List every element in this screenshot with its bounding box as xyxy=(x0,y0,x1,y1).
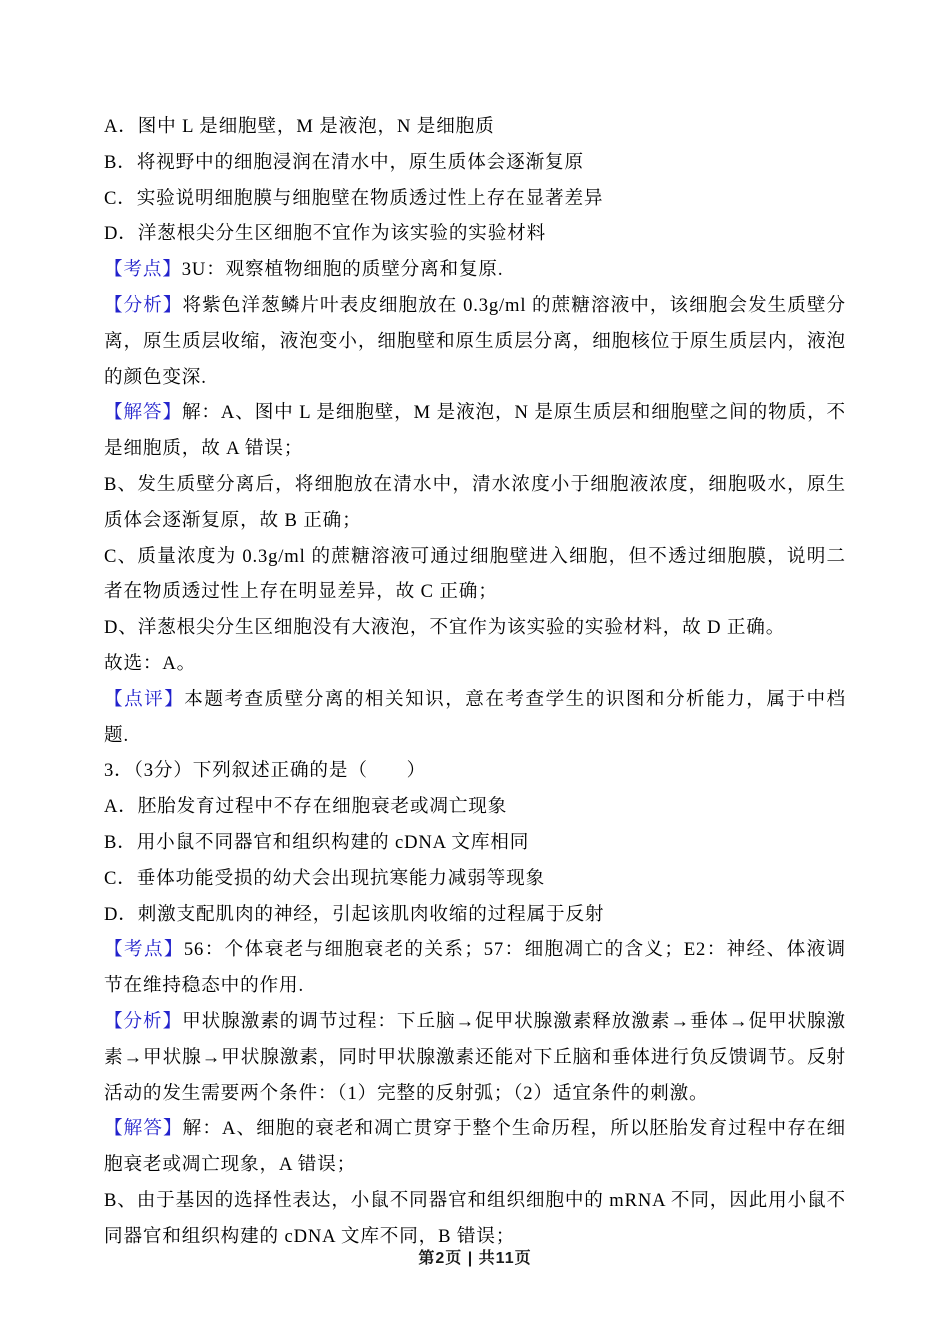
q2-option-c: C．实验说明细胞膜与细胞壁在物质透过性上存在显著差异 xyxy=(104,187,604,209)
fenxi-marker: 【分析】 xyxy=(104,1010,183,1032)
page-number-label: 第2页 | 共11页 xyxy=(418,1250,532,1267)
q3-option-a: A．胚胎发育过程中不存在细胞衰老或凋亡现象 xyxy=(104,796,508,818)
q2-kaodian-section xyxy=(104,252,846,288)
q3-jieda-section xyxy=(104,1111,846,1183)
q2-option-d: D．洋葱根尖分生区细胞不宜作为该实验的实验材料 xyxy=(104,223,547,245)
q3-stem: 3．（3分）下列叙述正确的是（ ） xyxy=(104,760,427,782)
q3-kaodian-section xyxy=(104,932,846,1004)
kaodian-marker: 【考点】 xyxy=(104,939,184,961)
page-footer xyxy=(0,1245,950,1268)
jieda-text: 解：A、图中 L 是细胞壁，M 是液泡，N 是原生质层和细胞壁之间的物质，不是细胞质，故 A 错误； xyxy=(104,402,847,460)
q3-jieda-b: B、由于基因的选择性表达，小鼠不同器官和组织细胞中的 mRNA 不同，因此用小鼠不同器官和组织构建的 cDNA 文库不同，B 错误； xyxy=(104,1189,846,1247)
q2-dianping-section xyxy=(104,682,846,754)
jieda-marker: 【解答】 xyxy=(104,402,182,424)
jieda-marker: 【解答】 xyxy=(104,1118,183,1140)
q3-option-d: D．刺激支配肌肉的神经，引起该肌肉收缩的过程属于反射 xyxy=(104,903,605,925)
q2-jieda-section xyxy=(104,395,846,467)
q2-jieda-d: D、洋葱根尖分生区细胞没有大液泡，不宜作为该实验的实验材料，故 D 正确。 xyxy=(104,617,786,639)
q2-jieda-b: B、发生质壁分离后，将细胞放在清水中，清水浓度小于细胞液浓度，细胞吸水，原生质体会逐渐复原，故 B 正确； xyxy=(104,473,846,531)
q3-option-b: B．用小鼠不同器官和组织构建的 cDNA 文库相同 xyxy=(104,831,530,853)
exam-content xyxy=(104,109,846,1255)
jieda-text: 解：A、细胞的衰老和凋亡贯穿于整个生命历程，所以胚胎发育过程中存在细胞衰老或凋亡现象，A 错误； xyxy=(104,1118,846,1176)
q3-fenxi-section xyxy=(104,1004,846,1111)
kaodian-text: 56：个体衰老与细胞衰老的关系；57：细胞凋亡的含义；E2：神经、体液调节在维持稳态中的作用. xyxy=(104,939,846,997)
fenxi-text: 将紫色洋葱鳞片叶表皮细胞放在 0.3g/ml 的蔗糖溶液中，该细胞会发生质壁分离，原生质层收缩，液泡变小，细胞壁和原生质层分离，细胞核位于原生质层内，液泡的颜色变深. xyxy=(104,294,846,388)
q2-answer: 故选：A。 xyxy=(104,652,197,674)
dianping-text: 本题考查质壁分离的相关知识，意在考查学生的识图和分析能力，属于中档题. xyxy=(104,688,846,746)
q2-option-a: A．图中 L 是细胞壁，M 是液泡，N 是细胞质 xyxy=(104,116,495,137)
fenxi-marker: 【分析】 xyxy=(104,294,183,316)
kaodian-text: 3U：观察植物细胞的质壁分离和复原. xyxy=(181,259,504,281)
q2-fenxi-section xyxy=(104,288,846,395)
q2-option-b: B．将视野中的细胞浸润在清水中，原生质体会逐渐复原 xyxy=(104,151,584,173)
fenxi-text: 甲状腺激素的调节过程：下丘脑→促甲状腺激素释放激素→垂体→促甲状腺激素→甲状腺→甲状腺激素，同时甲状腺激素还能对下丘脑和垂体进行负反馈调节。反射活动的发生需要两个条件：（1）完整的反射弧；（2）适宜条件的刺激。 xyxy=(104,1010,847,1104)
dianping-marker: 【点评】 xyxy=(104,688,185,710)
q3-option-c: C．垂体功能受损的幼犬会出现抗寒能力减弱等现象 xyxy=(104,867,546,889)
kaodian-marker: 【考点】 xyxy=(104,259,182,281)
q2-jieda-c: C、质量浓度为 0.3g/ml 的蔗糖溶液可通过细胞壁进入细胞，但不透过细胞膜，说明二者在物质透过性上存在明显差异，故 C 正确； xyxy=(104,545,846,603)
